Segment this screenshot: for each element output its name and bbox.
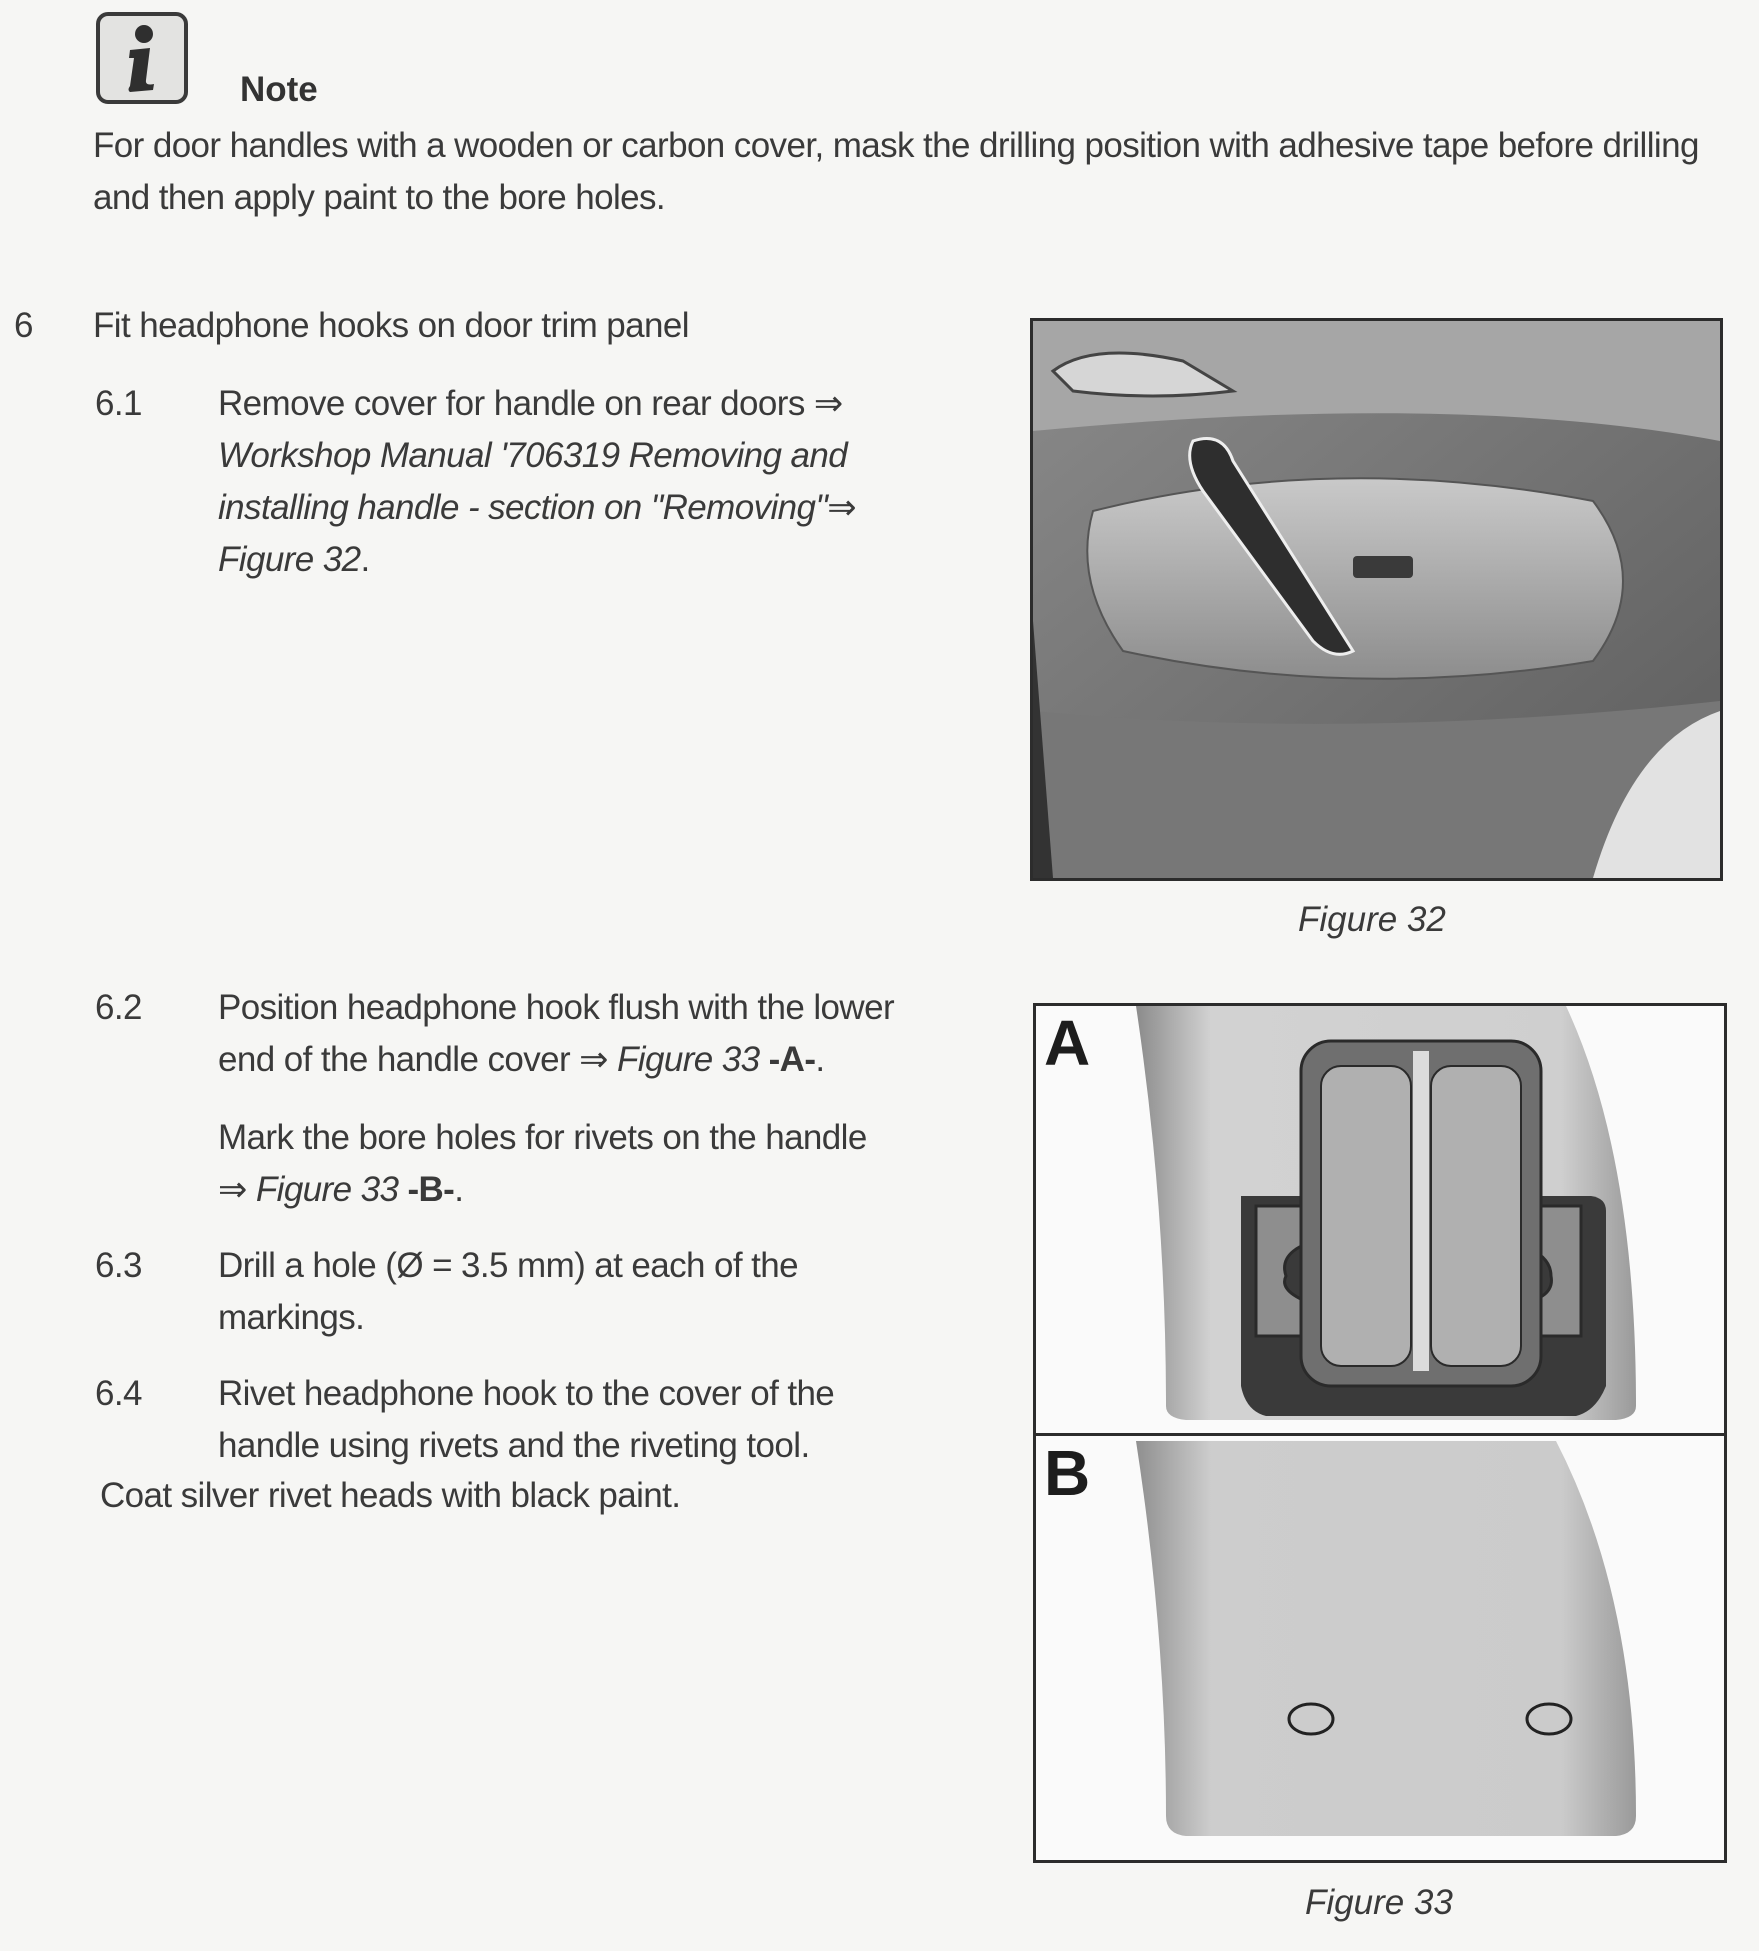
punctuation: . [815, 1040, 825, 1079]
substep-number: 6.4 [95, 1374, 142, 1413]
figure-32-photo [1030, 318, 1723, 881]
figure-reference-link[interactable]: Figure 33 [255, 1170, 399, 1209]
substep-text: Rivet headphone hook to the cover of the handle using rivets and the riveting tool. [218, 1374, 835, 1465]
note-body: For door handles with a wooden or carbon cover, mask the drilling position with adhesive tape before drilling and then apply paint to the bore holes. [93, 126, 1699, 217]
panel-reference-label: -B- [407, 1170, 455, 1209]
figure-reference-link[interactable]: Figure 32 [218, 540, 361, 579]
arrow-icon: ⇒ [813, 384, 843, 423]
info-icon [96, 12, 188, 104]
substep-text [218, 982, 958, 1086]
figure-33-diagram [1033, 1003, 1727, 1863]
coat-instruction: Coat silver rivet heads with black paint. [100, 1476, 681, 1515]
figure-33-panel-b [1036, 1436, 1724, 1860]
figure-32-caption: Figure 32 [1298, 900, 1446, 939]
substep-text: Drill a hole (Ø = 3.5 mm) at each of the markings. [218, 1246, 799, 1337]
substep-number: 6.2 [95, 988, 142, 1027]
note-title: Note [240, 70, 318, 109]
figure-33-caption: Figure 33 [1305, 1883, 1453, 1922]
panel-b-label: B [1044, 1437, 1091, 1509]
panel-a-label: A [1044, 1007, 1091, 1079]
substep-text-plain: Position headphone hook flush with the lower end of the handle cover [218, 988, 895, 1079]
arrow-icon: ⇒ [579, 1040, 608, 1079]
step-title: Fit headphone hooks on door trim panel [93, 306, 689, 345]
punctuation: . [360, 540, 370, 579]
substep-text [218, 378, 958, 586]
substep-text-plain: Mark the bore holes for rivets on the handle [218, 1118, 867, 1157]
figure-reference-link[interactable]: Figure 33 [617, 1040, 760, 1079]
manual-reference-link[interactable]: Workshop Manual '706319 Removing and installing handle - section on "Removing" [218, 436, 848, 527]
figure-33-panel-a [1036, 1006, 1724, 1436]
punctuation: . [454, 1170, 464, 1209]
substep-number: 6.3 [95, 1246, 142, 1285]
substep-number: 6.1 [95, 384, 142, 423]
arrow-icon: ⇒ [218, 1170, 247, 1209]
substep-paragraph [218, 1112, 958, 1216]
panel-reference-label: -A- [768, 1040, 816, 1079]
substep-text-plain: Remove cover for handle on rear doors [218, 384, 805, 423]
arrow-icon: ⇒ [827, 488, 856, 527]
step-number: 6 [14, 306, 33, 345]
